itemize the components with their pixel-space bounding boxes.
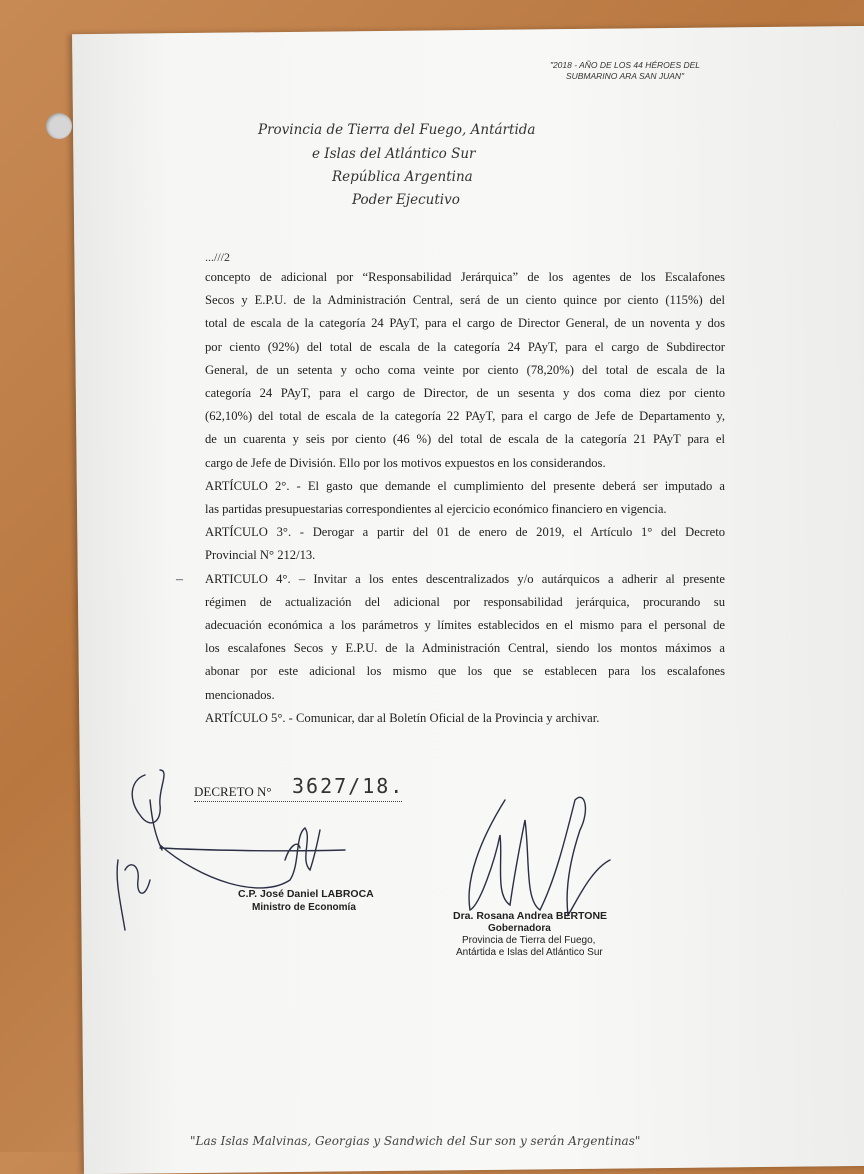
governor-signature (469, 797, 610, 915)
text-line: Provincial N° 212/13. (205, 548, 316, 563)
text-line: total de escala de la categoría 24 PAyT, para el cargo de Director General, de un noventa y dos (205, 316, 725, 331)
governor-name: Dra. Rosana Andrea BERTONE (453, 910, 608, 922)
text-line: cargo de Jefe de División. Ello por los motivos expuestos en los considerandos. (205, 455, 606, 470)
text-line: ARTÍCULO 2°. - El gasto que demande el cumplimiento del presente deberá ser imputado a (205, 478, 725, 493)
letterhead-republic: República Argentina (332, 169, 473, 185)
text-line: ARTÍCULO 5°. - Comunicar, dar al Boletín Oficial de la Provincia y archivar. (205, 710, 600, 725)
text-line: de un cuarenta y seis por ciento (46 %) del total de escala de la categoría 21 PAyT para el (205, 432, 725, 447)
footer-motto: "Las Islas Malvinas, Georgias y Sandwich del Sur son y serán Argentinas" (190, 1134, 641, 1148)
left-initials-signature (117, 770, 164, 930)
text-line: los escalafones Secos y E.P.U. de la Administración Central, siendo los montos máximos a (205, 641, 725, 656)
text-line: ARTÍCULO 3°. - Derogar a partir del 01 de enero de 2019, el Artículo 1° del Decreto (205, 525, 725, 540)
text-line: adecuación económica a los parámetros y límites establecidos en el mismo para el personal de (205, 618, 725, 633)
minister-name: C.P. José Daniel LABROCA (238, 888, 374, 900)
page-reference: ...///2 (205, 250, 231, 264)
text-line: concepto de adicional por “Responsabilidad Jerárquica” de los agentes de los Escalafones (205, 270, 725, 284)
text-line: categoría 24 PAyT, para el cargo de Director, de un sesenta y dos coma diez por ciento (205, 386, 725, 401)
decree-number: 3627/18. (292, 774, 405, 798)
text-line: por ciento (92%) del total de escala de la categoría 24 PAyT, para el cargo de Subdirector (205, 339, 725, 354)
decree-number-label: DECRETO N° (194, 784, 272, 799)
check-mark-icon: – (176, 572, 183, 587)
letterhead-province: Provincia de Tierra del Fuego, Antártida (258, 122, 536, 138)
minister-signature (160, 828, 345, 888)
governor-title: Gobernadora (488, 923, 551, 934)
motto-line: SUBMARINO ARA SAN JUAN" (565, 71, 685, 81)
text-line: abonar por este adicional los mismo que los que se establecen para los escalafones (205, 664, 725, 679)
minister-title: Ministro de Economía (252, 902, 356, 913)
text-line: las partidas presupuestarias correspondientes al ejercicio económico financiero en vigencia. (205, 502, 667, 517)
letterhead-executive: Poder Ejecutivo (352, 192, 460, 208)
governor-region: Antártida e Islas del Atlántico Sur (456, 947, 603, 958)
text-line: régimen de actualización del adicional por responsabilidad jerárquica, procurando su (205, 594, 725, 609)
text-line: (62,10%) del total de escala de la categoría 22 PAyT, para el cargo de Jefe de Departamento y, (205, 409, 725, 424)
motto-line: "2018 - AÑO DE LOS 44 HÉROES DEL (549, 60, 701, 70)
text-line: Secos y E.P.U. de la Administración Central, será de un ciento quince por ciento (115%) del (205, 293, 725, 308)
governor-province: Provincia de Tierra del Fuego, (462, 935, 596, 946)
text-line: General, de un setenta y ocho coma veinte por ciento (78,20%) del total de escala de la (205, 362, 725, 377)
text-line: ARTICULO 4°. – Invitar a los entes descentralizados y/o autárquicos a adherir al presente (205, 571, 725, 586)
text-line: mencionados. (205, 687, 275, 702)
letterhead-islands: e Islas del Atlántico Sur (312, 146, 476, 162)
